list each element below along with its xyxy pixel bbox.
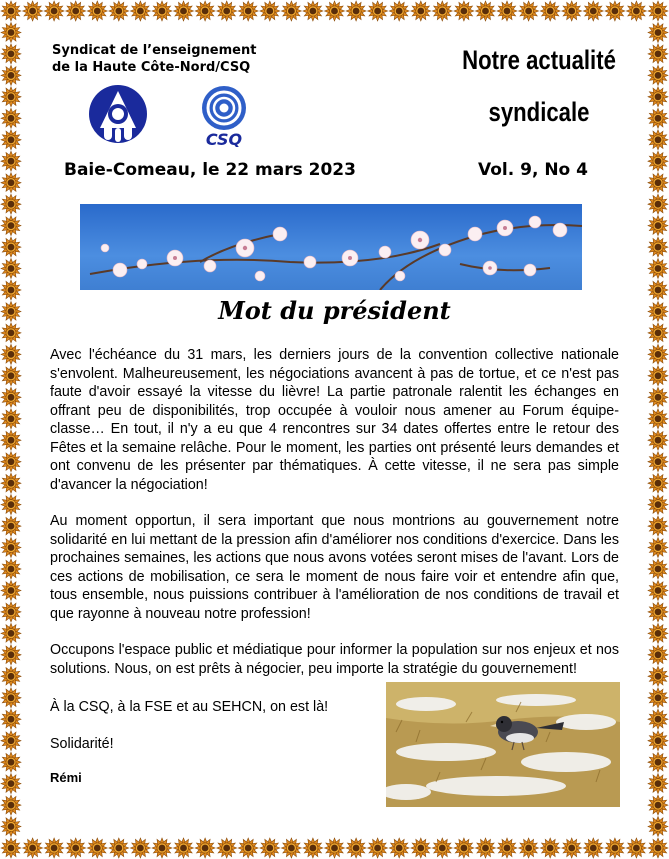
blossom-banner-image xyxy=(80,204,582,290)
union-logo-icon xyxy=(86,84,150,144)
paragraph: Au moment opportun, il sera important que nous montrions au gouvernement notre solidarité en lui mettant de la pression afin d'améliorer nos conditions d'exercice. Dans les prochaines semaines, les actions que nous avons votées seront mises de l'avant. Lors de ces actions de mobilisation, ce sera le moment de nous faire voir et entendre afin que, tous ensemble, nous puissions contribuer à l'amélioration de nos conditions de travail et que rayonne à nouveau notre profession! xyxy=(50,513,619,622)
title-line-1: Notre actualité xyxy=(462,45,616,75)
org-line-2: de la Haute Côte-Nord/CSQ xyxy=(52,60,251,75)
closing-line: À la CSQ, à la FSE et au SEHCN, on est là! xyxy=(50,699,329,715)
title-line-2: syndicale xyxy=(488,97,590,127)
organization-name xyxy=(52,42,256,76)
section-title: Mot du président xyxy=(218,296,451,325)
org-line-1: Syndicat de l’enseignement xyxy=(52,43,257,58)
paragraph: Occupons l'espace public et médiatique pour informer la population sur nos enjeux et nos solutions. Nous, on est prêts à négocier, peu importe la stratégie du gouvernement! xyxy=(50,642,619,677)
date-line: Baie-Comeau, le 22 mars 2023 xyxy=(64,160,356,180)
junco-bird-photo xyxy=(386,682,620,807)
newsletter-title xyxy=(450,34,629,138)
volume-number: Vol. 9, No 4 xyxy=(478,160,588,180)
csq-logo-text: CSQ xyxy=(205,130,243,148)
salutation: Solidarité! xyxy=(50,736,114,752)
article-body xyxy=(50,346,619,696)
csq-logo-icon xyxy=(192,84,256,148)
paragraph: Avec l'échéance du 31 mars, les derniers jours de la convention collective nationale s'envolent. Malheureusement, les négociations avancent à pas de tortue, et ce n'est pas faute d'avoir essayé la vitesse du lièvre! La partie patronale ralentit les échanges en offrant peu de disponibilités, trop occupée à vouloir nous amener au Forum équipe-classe… En tout, il n'y a eu que 4 rencontres sur 34 dates offertes entre le retour des Fêtes et la semaine relâche. Pour le moment, les parties ont présenté leurs demandes et ont convenu de les présenter par thématiques. À cette vitesse, il ne sera pas simple d'avancer la négociation! xyxy=(50,347,619,493)
signature: Rémi xyxy=(50,770,82,785)
